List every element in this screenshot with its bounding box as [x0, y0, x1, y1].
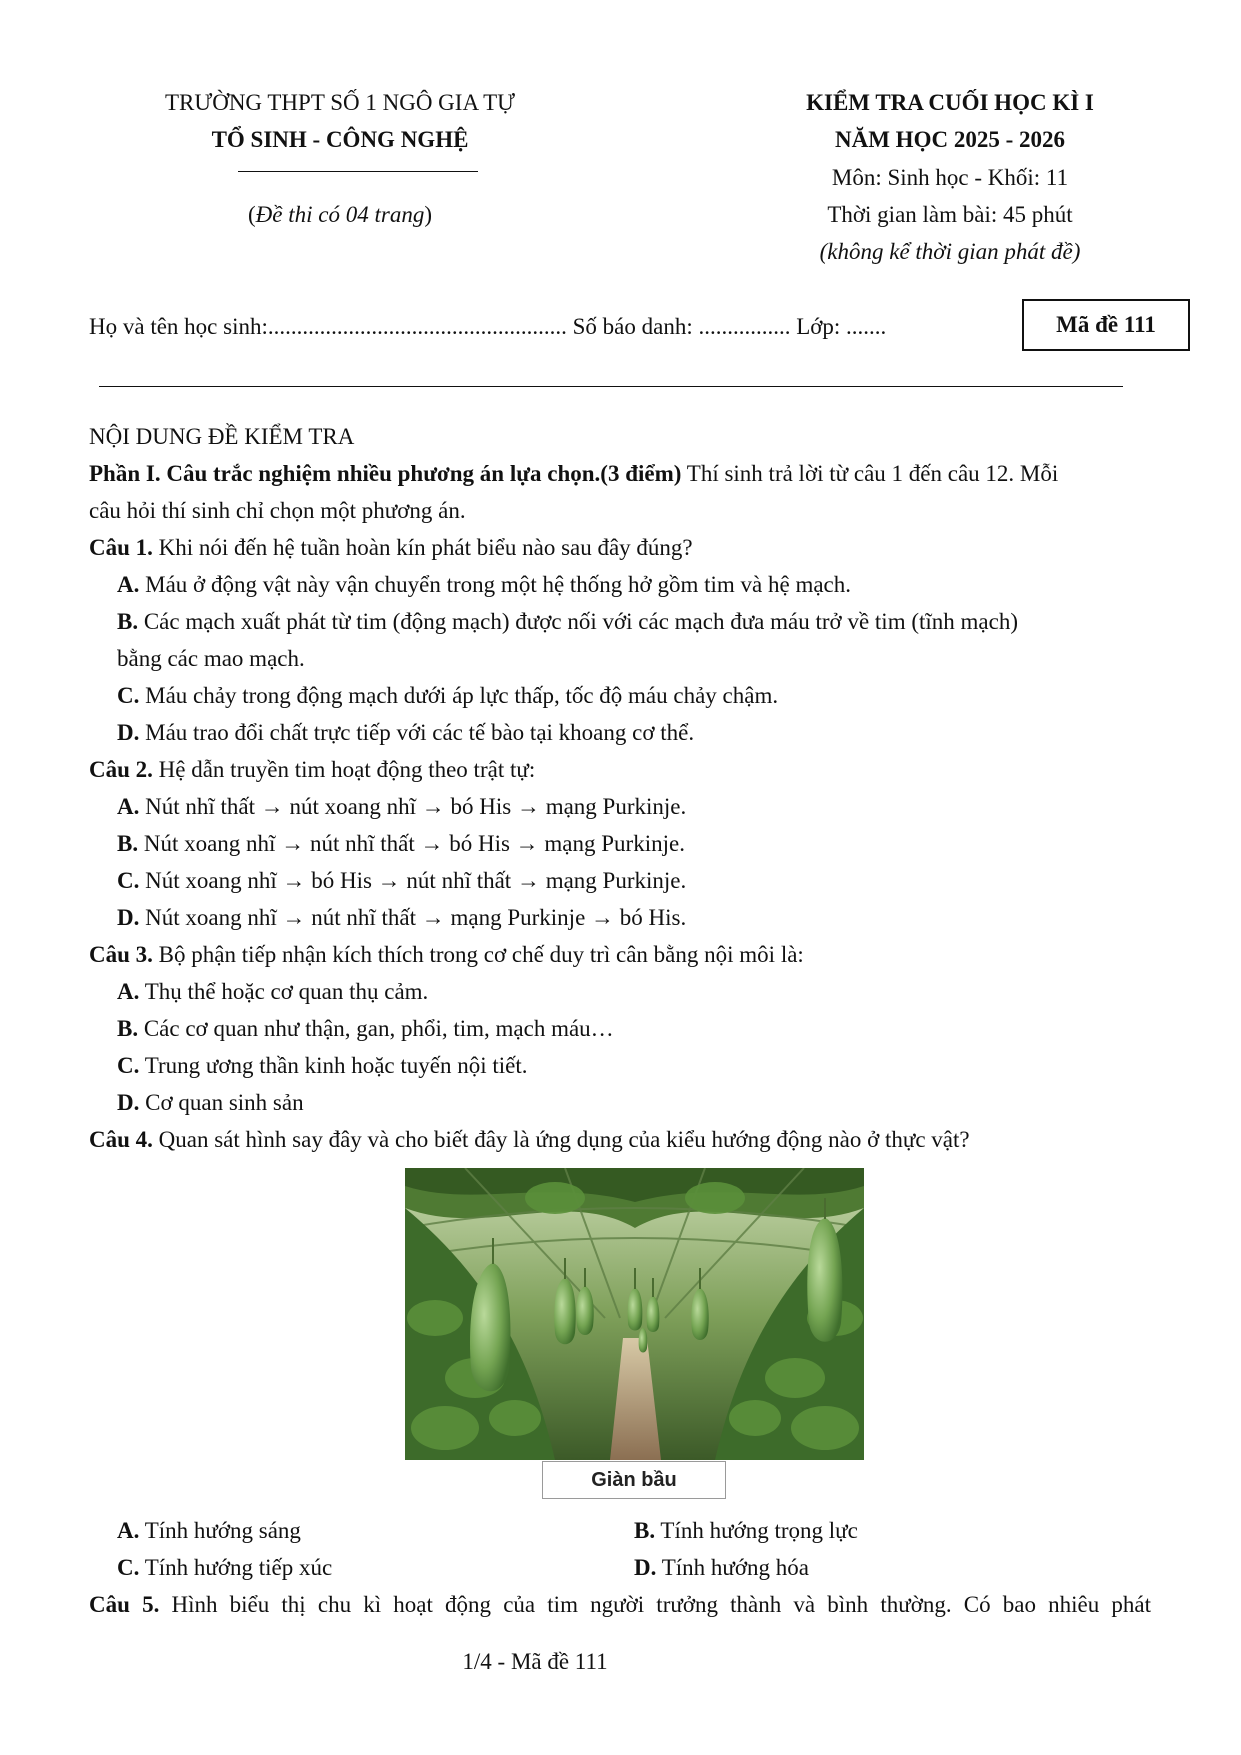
option-text: Thụ thể hoặc cơ quan thụ cảm. [139, 979, 429, 1004]
exam-title: KIỂM TRA CUỐI HỌC KÌ I [806, 90, 1094, 115]
option-letter: C. [117, 1555, 140, 1580]
part1-instruction-cont: câu hỏi thí sinh chỉ chọn một phương án. [89, 498, 466, 523]
question-5 [89, 1587, 1151, 1623]
option-letter: D. [117, 720, 140, 745]
option-text: Trung ương thần kinh hoặc tuyến nội tiết. [139, 1053, 528, 1078]
part1-instruction: Thí sinh trả lời từ câu 1 đến câu 12. Mỗi [681, 461, 1059, 486]
option-letter: A. [117, 794, 140, 819]
option-letter: A. [117, 979, 140, 1004]
school-name: TRƯỜNG THPT SỐ 1 NGÔ GIA TỰ [164, 90, 516, 115]
exam-code-box: Mã đề 111 [1022, 299, 1190, 351]
option-letter: D. [117, 905, 140, 930]
question-2 [89, 752, 535, 788]
duration-line: Thời gian làm bài: 45 phút [827, 202, 1073, 227]
page-count-text: Đề thi có 04 trang [255, 202, 425, 227]
option-text: Máu ở động vật này vận chuyển trong một hệ thống hở gồm tim và hệ mạch. [139, 572, 852, 597]
q4-option-d [634, 1550, 809, 1586]
option-text: Tính hướng hóa [656, 1555, 809, 1580]
page-footer: 1/4 - Mã đề 111 [462, 1649, 608, 1674]
part1-heading [89, 456, 1058, 492]
q1-option-b-cont: bằng các mao mạch. [117, 646, 305, 671]
option-letter: D. [634, 1555, 657, 1580]
q2-option-a [117, 789, 686, 825]
question-3 [89, 937, 804, 973]
q2-option-d [117, 900, 686, 936]
school-year: NĂM HỌC 2025 - 2026 [835, 127, 1065, 152]
question-1 [89, 530, 693, 566]
question-text: Quan sát hình say đây và cho biết đây là ứng dụng của kiểu hướng động nào ở thực vật? [152, 1127, 970, 1152]
option-letter: A. [117, 1518, 140, 1543]
option-text: Tính hướng tiếp xúc [139, 1555, 333, 1580]
option-text: Nút xoang nhĩ → bó His → nút nhĩ thất → mạng Purkinje. [139, 868, 687, 893]
q3-option-b [117, 1011, 614, 1047]
header-underline [238, 171, 478, 172]
part1-title: Phần I. Câu trắc nghiệm nhiều phương án lựa chọn.(3 điểm) [89, 461, 682, 486]
option-letter: C. [117, 683, 140, 708]
option-text: Các cơ quan như thận, gan, phổi, tim, mạch máu… [138, 1016, 614, 1041]
q1-option-d [117, 715, 694, 751]
option-letter: B. [634, 1518, 656, 1543]
option-text: Máu chảy trong động mạch dưới áp lực thấp, tốc độ máu chảy chậm. [139, 683, 779, 708]
gourd-trellis-photo [405, 1168, 864, 1460]
option-letter: C. [117, 868, 140, 893]
question-label: Câu 4. [89, 1127, 153, 1152]
option-letter: C. [117, 1053, 140, 1078]
option-text: Máu trao đổi chất trực tiếp với các tế bào tại khoang cơ thể. [139, 720, 695, 745]
option-text: Cơ quan sinh sản [139, 1090, 304, 1115]
q1-option-c [117, 678, 778, 714]
q2-option-c [117, 863, 686, 899]
department-name: TỔ SINH - CÔNG NGHỆ [211, 127, 469, 152]
option-letter: D. [117, 1090, 140, 1115]
question-text: Hình biểu thị chu kì hoạt động của tim người trưởng thành và bình thường. Có bao nhiêu phát [159, 1592, 1152, 1617]
option-letter: B. [117, 609, 139, 634]
q3-option-d [117, 1085, 304, 1121]
option-text: Các mạch xuất phát từ tim (động mạch) được nối với các mạch đưa máu trở về tim (tĩnh mạch) [138, 609, 1018, 634]
option-text: Nút xoang nhĩ → nút nhĩ thất → bó His → mạng Purkinje. [138, 831, 685, 856]
question-label: Câu 2. [89, 757, 153, 782]
subject-line: Môn: Sinh học - Khối: 11 [831, 165, 1069, 190]
question-label: Câu 3. [89, 942, 153, 967]
section-divider [99, 386, 1123, 387]
student-info-line: Họ và tên học sinh:.................................................... Số báo danh: ................ Lớp: ....... [89, 314, 887, 339]
q3-option-a [117, 974, 428, 1010]
option-text: Tính hướng sáng [139, 1518, 301, 1543]
q2-option-b [117, 826, 685, 862]
q1-option-b [117, 604, 1018, 640]
question-text: Bộ phận tiếp nhận kích thích trong cơ chế duy trì cân bằng nội môi là: [152, 942, 804, 967]
image-caption: Giàn bầu [542, 1461, 726, 1499]
question-label: Câu 1. [89, 535, 153, 560]
option-letter: B. [117, 831, 139, 856]
question-text: Khi nói đến hệ tuần hoàn kín phát biểu nào sau đây đúng? [152, 535, 693, 560]
page-count-note: (Đề thi có 04 trang) [248, 202, 432, 227]
option-text: Tính hướng trọng lực [655, 1518, 858, 1543]
option-text: Nút nhĩ thất → nút xoang nhĩ → bó His → mạng Purkinje. [139, 794, 687, 819]
question-label: Câu 5. [89, 1592, 160, 1617]
duration-note: (không kể thời gian phát đề) [819, 239, 1081, 264]
content-title: NỘI DUNG ĐỀ KIỂM TRA [89, 424, 355, 449]
question-4 [89, 1122, 970, 1158]
option-letter: B. [117, 1016, 139, 1041]
option-letter: A. [117, 572, 140, 597]
option-text: Nút xoang nhĩ → nút nhĩ thất → mạng Purkinje → bó His. [139, 905, 687, 930]
question-text: Hệ dẫn truyền tim hoạt động theo trật tự: [152, 757, 536, 782]
q4-option-b [634, 1513, 858, 1549]
q1-option-a [117, 567, 851, 603]
q4-option-a [117, 1513, 301, 1549]
q4-option-c [117, 1550, 332, 1586]
q3-option-c [117, 1048, 528, 1084]
